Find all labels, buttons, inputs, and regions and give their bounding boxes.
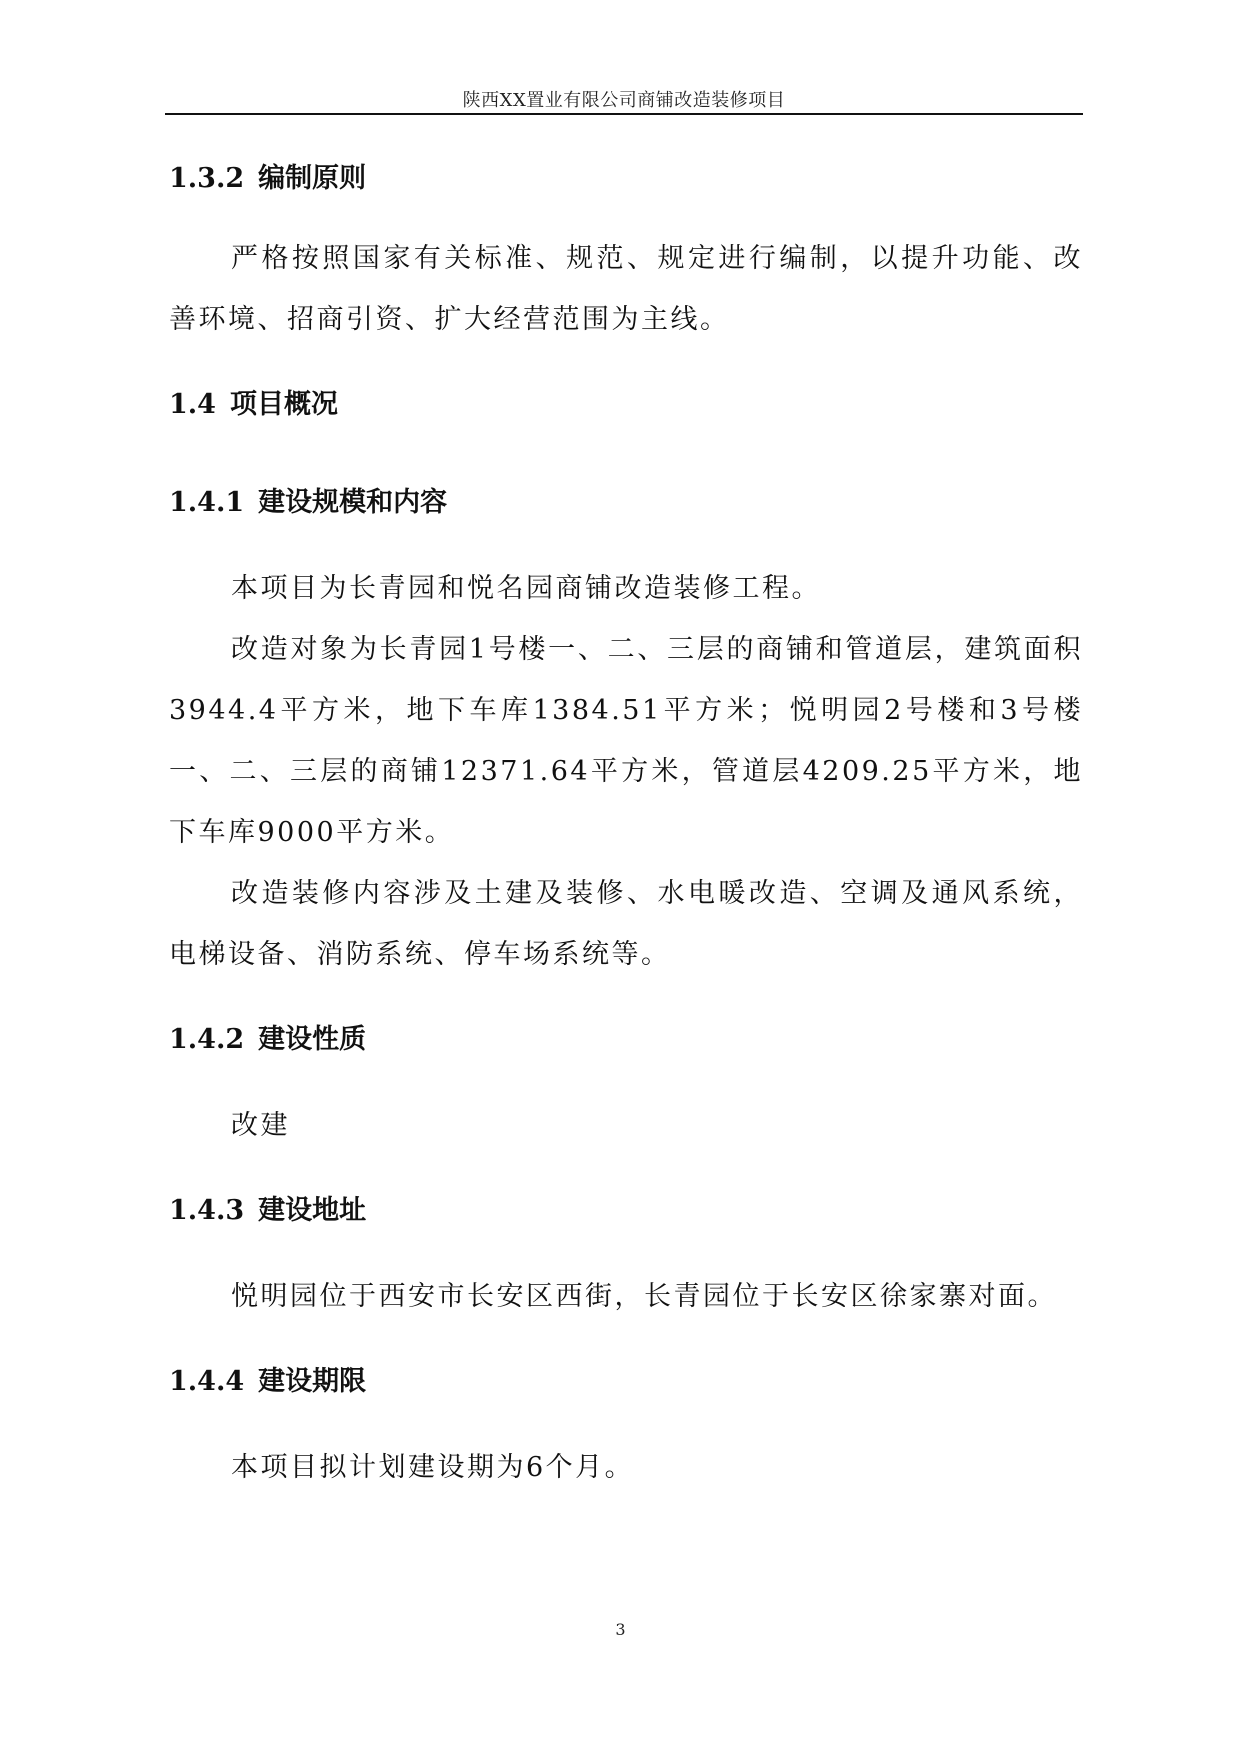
section-title: 建设性质	[258, 1024, 367, 1055]
section-number: 1.4.1	[169, 487, 245, 518]
section-heading-1-4-2	[169, 1021, 1083, 1059]
section-title: 编制原则	[258, 163, 367, 194]
page-header: 陕西XX置业有限公司商铺改造装修项目	[462, 90, 786, 111]
page-number: 3	[615, 1620, 626, 1639]
section-number: 1.4.4	[169, 1366, 245, 1397]
section-title: 项目概况	[229, 389, 338, 420]
section-number: 1.4	[169, 389, 216, 420]
section-number: 1.4.3	[169, 1195, 245, 1226]
paragraph-compilation-principles: 严格按照国家有关标准、规范、规定进行编制，以提升功能、改善环境、招商引资、扩大经营范围为主线。	[169, 243, 1083, 335]
section-number: 1.3.2	[169, 163, 245, 194]
section-heading-1-4-4	[169, 1363, 1083, 1401]
paragraph-construction-address: 悦明园位于西安市长安区西街，长青园位于长安区徐家寨对面。	[231, 1281, 1057, 1312]
section-heading-1-4-1	[169, 484, 1083, 522]
section-heading-1-4-3	[169, 1192, 1083, 1230]
document-body	[169, 160, 1083, 1498]
section-number: 1.4.2	[169, 1024, 245, 1055]
paragraph-construction-period: 本项目拟计划建设期为6个月。	[231, 1452, 635, 1483]
section-title: 建设地址	[258, 1195, 367, 1226]
paragraph-renovation-content: 改造装修内容涉及土建及装修、水电暖改造、空调及通风系统，电梯设备、消防系统、停车场系统等。	[169, 878, 1083, 970]
paragraph-construction-nature: 改建	[231, 1110, 290, 1141]
section-heading-1-4	[169, 386, 1083, 424]
section-heading-1-3-2	[169, 160, 1083, 198]
section-title: 建设规模和内容	[258, 487, 448, 518]
section-title: 建设期限	[258, 1366, 367, 1397]
paragraph-renovation-scope: 改造对象为长青园1号楼一、二、三层的商铺和管道层，建筑面积3944.4平方米，地下车库1384.51平方米；悦明园2号楼和3号楼一、二、三层的商铺12371.64平方米，管道层4209.25平方米，地下车库9000平方米。	[169, 634, 1083, 848]
paragraph-project-intro: 本项目为长青园和悦名园商铺改造装修工程。	[231, 573, 821, 604]
header-rule	[165, 113, 1083, 115]
